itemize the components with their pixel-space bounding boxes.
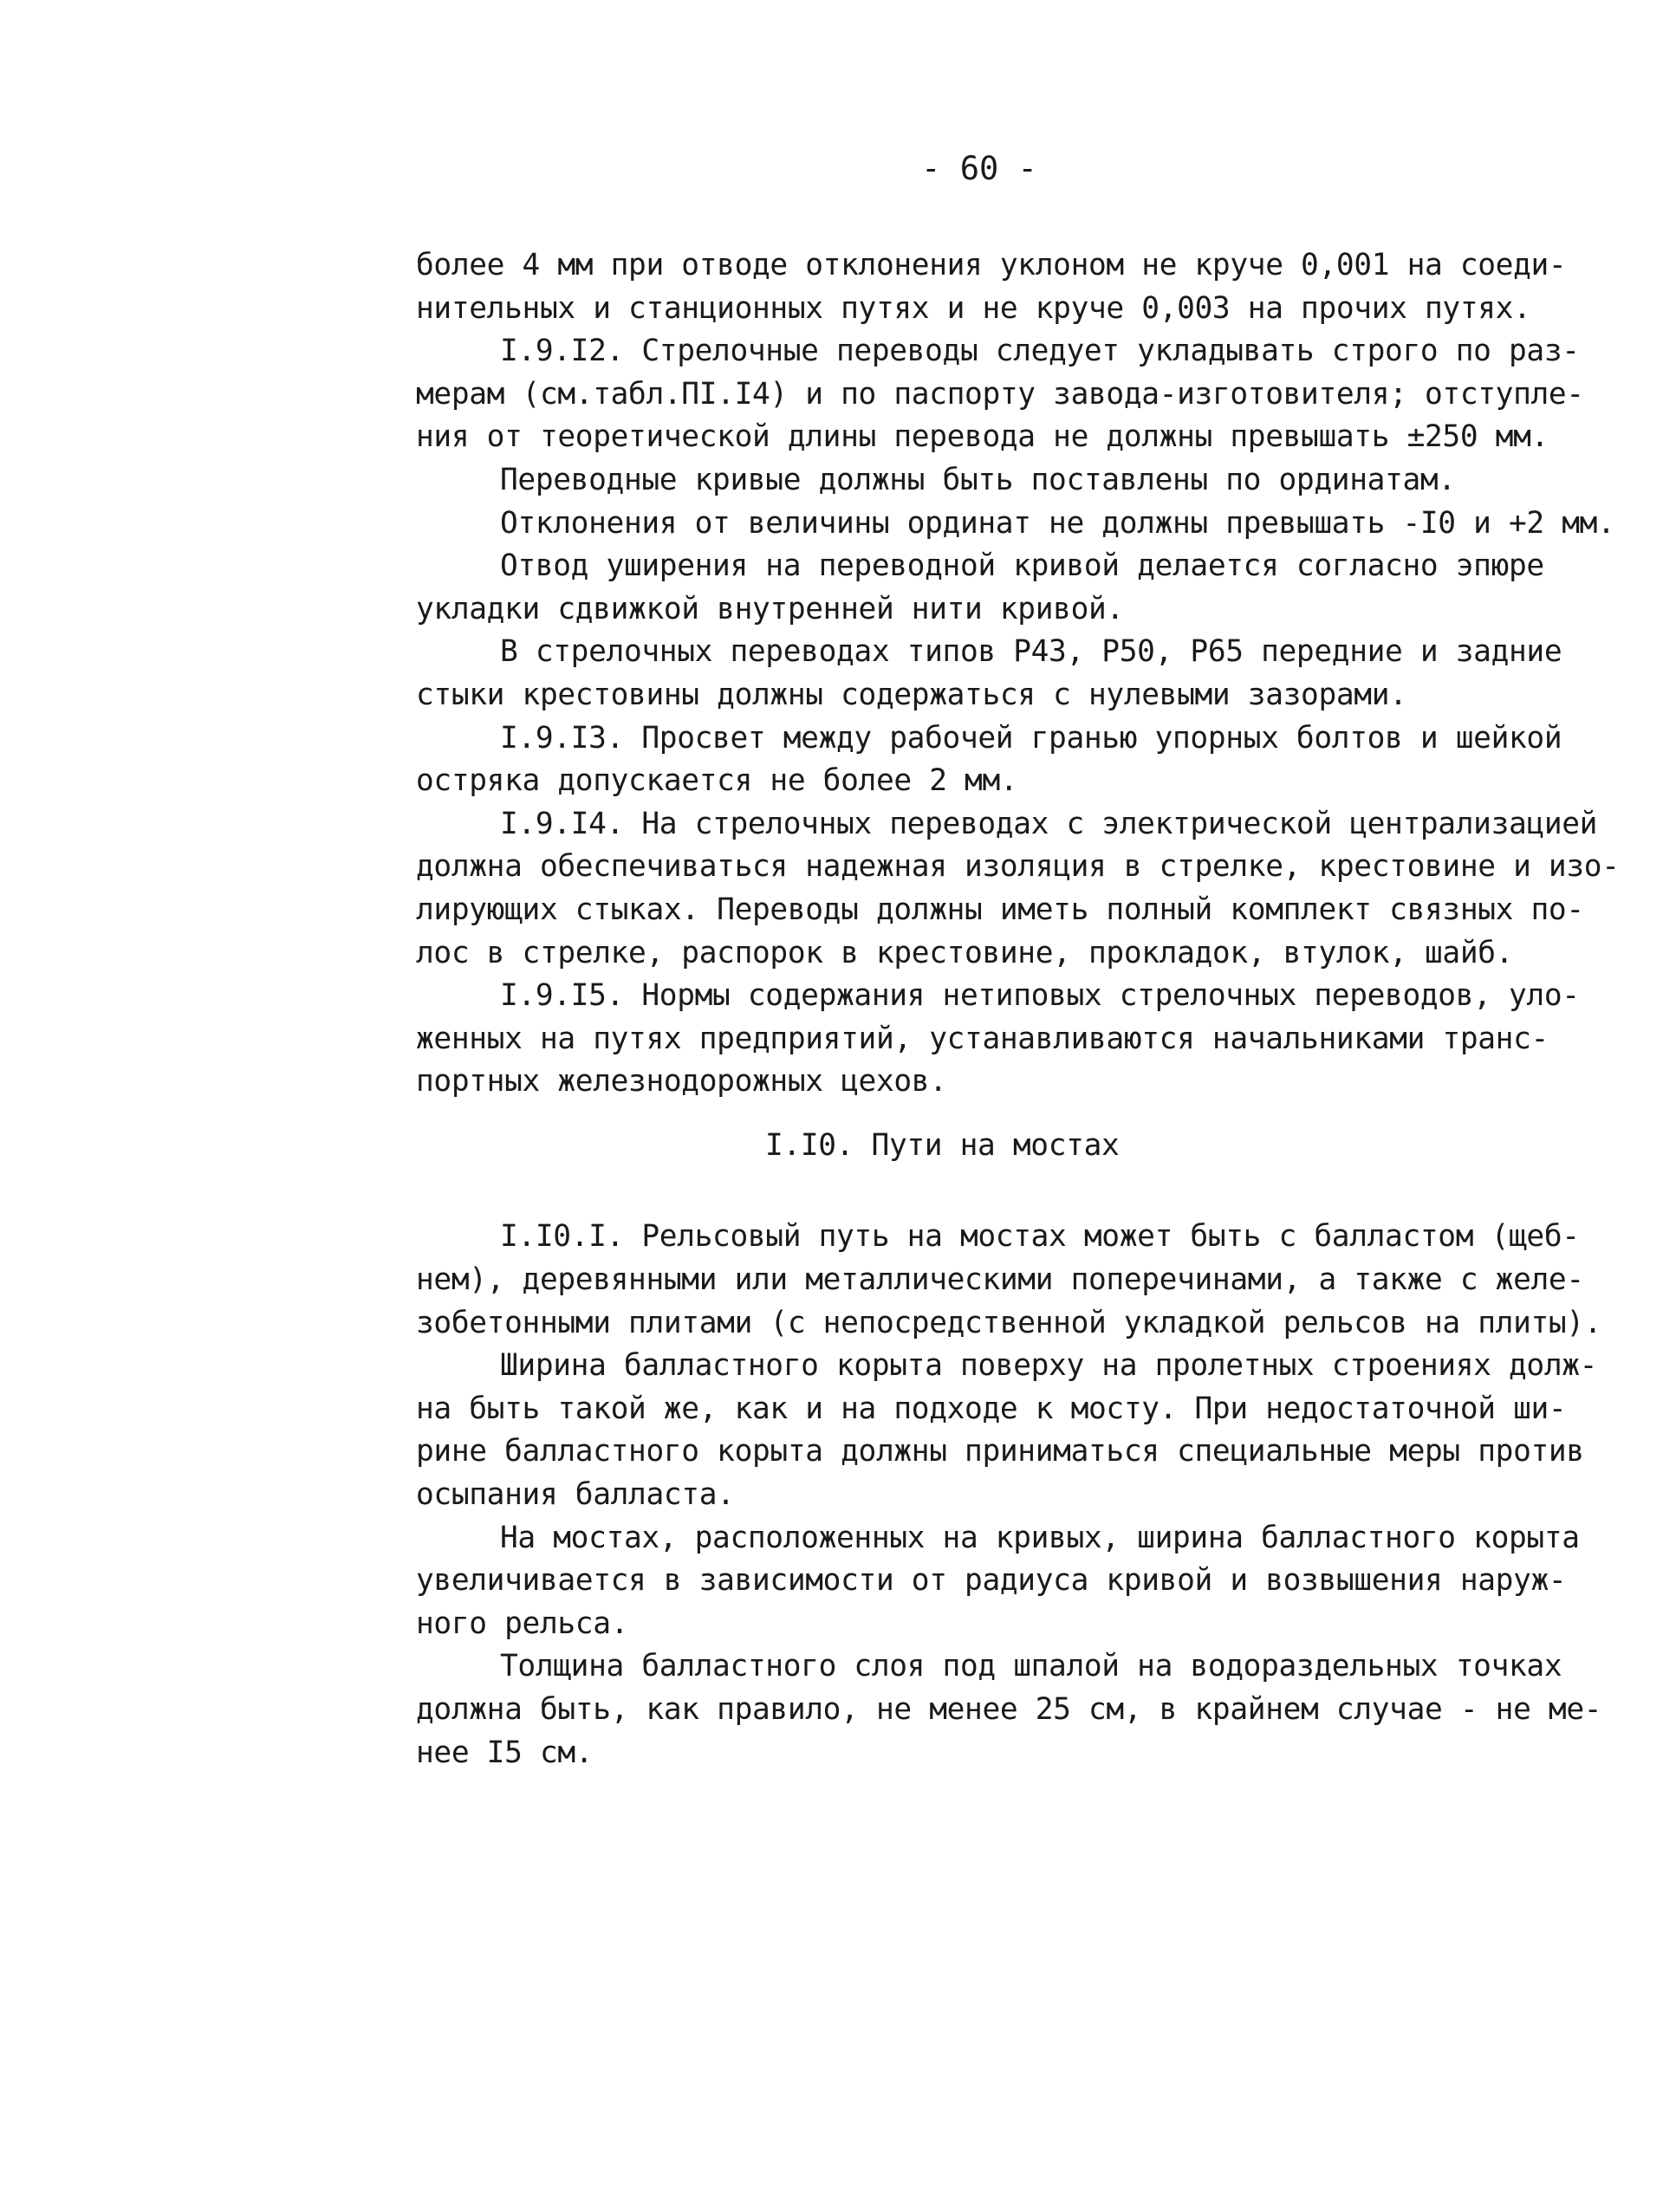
text-line: должна быть, как правило, не менее 25 см, в крайнем случае - не ме- — [416, 1692, 1602, 1727]
text-line: осыпания балласта. — [416, 1477, 735, 1513]
text-line: нительных и станционных путях и не круче 0,003 на прочих путях. — [416, 290, 1531, 326]
paragraph-1-9-12-start: I.9.I2. Стрелочные переводы следует укладывать строго по раз- — [500, 334, 1580, 369]
text-line: Ширина балластного корыта поверху на пролетных строениях долж- — [500, 1348, 1598, 1384]
text-line: мерам (см.табл.ПI.I4) и по паспорту завода-изготовителя; отступле- — [416, 376, 1584, 412]
text-line: остряка допускается не более 2 мм. — [416, 763, 1018, 799]
paragraph-1-9-13-start: I.9.I3. Просвет между рабочей гранью упорных болтов и шейкой — [500, 720, 1562, 756]
text-line: портных железнодорожных цехов. — [416, 1064, 947, 1100]
text-line: Отклонения от величины ординат не должны превышать -I0 и +2 мм. — [500, 505, 1615, 541]
text-line: женных на путях предприятий, устанавливаются начальниками транс- — [416, 1021, 1549, 1056]
document-body — [416, 244, 1629, 1774]
text-line: ного рельса. — [416, 1605, 629, 1641]
text-line: на быть такой же, как и на подходе к мосту. При недостаточной ши- — [416, 1391, 1567, 1426]
text-line: укладки сдвижкой внутренней нити кривой. — [416, 591, 1124, 626]
paragraph-1-10-1-start: I.I0.I. Рельсовый путь на мостах может быть с балластом (щеб- — [500, 1219, 1580, 1255]
text-line: зобетонными плитами (с непосредственной укладкой рельсов на плиты). — [416, 1305, 1602, 1340]
text-line: Толщина балластного слоя под шпалой на водораздельных точках — [500, 1649, 1562, 1684]
text-line: В стрелочных переводах типов Р43, Р50, Р65 передние и задние — [500, 634, 1562, 670]
text-line: рине балластного корыта должны приниматься специальные меры против — [416, 1434, 1584, 1469]
text-line: Переводные кривые должны быть поставлены по ординатам. — [500, 462, 1456, 497]
page-number: - 60 - — [921, 150, 1037, 187]
text-line: более 4 мм при отводе отклонения уклоном не круче 0,001 на соеди- — [416, 248, 1567, 282]
text-line: лос в стрелке, распорок в крестовине, прокладок, втулок, шайб. — [416, 935, 1514, 970]
text-line: стыки крестовины должны содержаться с нулевыми зазорами. — [416, 677, 1407, 712]
text-line: лирующих стыках. Переводы должны иметь полный комплект связных по- — [416, 892, 1584, 927]
text-line: нем), деревянными или металлическими поперечинами, а также с желе- — [416, 1262, 1584, 1298]
paragraph-1-9-15-start: I.9.I5. Нормы содержания нетиповых стрелочных переводов, уло- — [500, 978, 1580, 1014]
text-line: На мостах, расположенных на кривых, ширина балластного корыта — [500, 1520, 1580, 1555]
text-line: Отвод уширения на переводной кривой делается согласно эпюре — [500, 548, 1544, 584]
section-heading: I.I0. Пути на мостах — [765, 1127, 1120, 1163]
text-line: ния от теоретической длины перевода не должны превышать ±250 мм. — [416, 419, 1549, 455]
text-line: увеличивается в зависимости от радиуса кривой и возвышения наруж- — [416, 1563, 1567, 1599]
paragraph-1-9-14-start: I.9.I4. На стрелочных переводах с электрической централизацией — [500, 806, 1598, 841]
text-line: нее I5 см. — [416, 1735, 594, 1770]
text-line: должна обеспечиваться надежная изоляция в стрелке, крестовине и изо- — [416, 849, 1620, 885]
